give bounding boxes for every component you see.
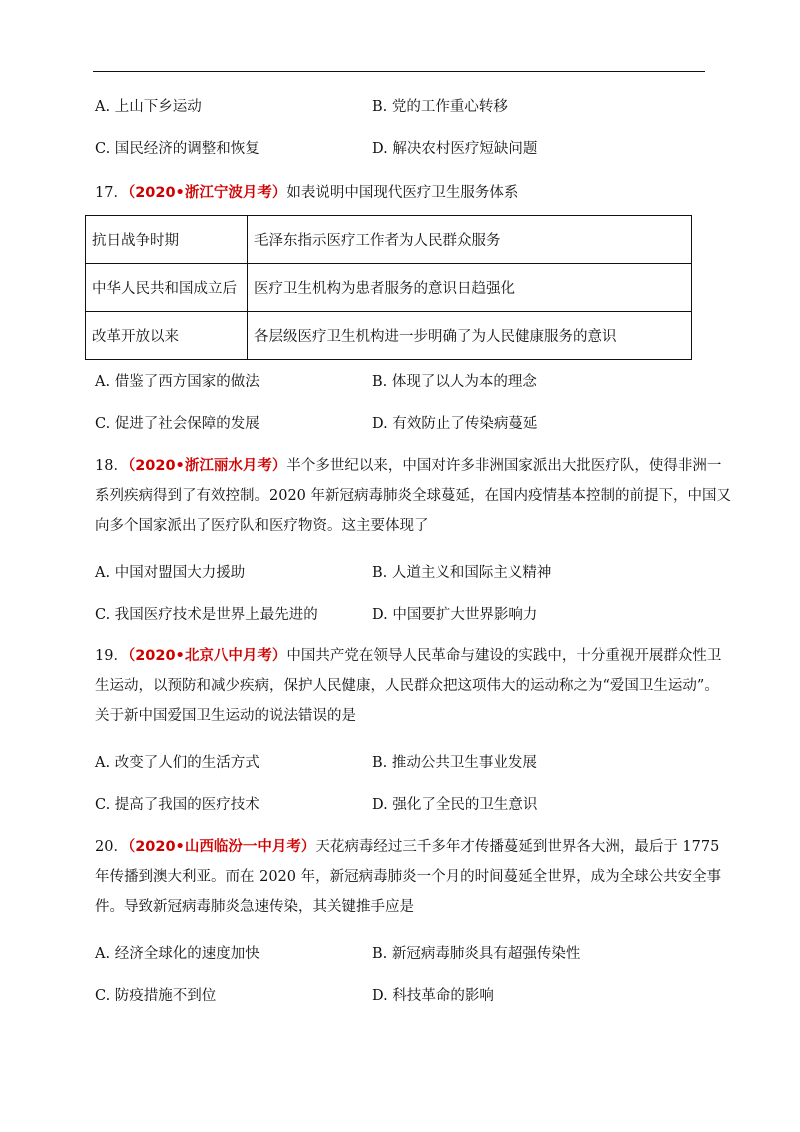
q17-option-d[interactable]: D. 有效防止了传染病蔓延 — [372, 416, 538, 432]
q20-number: 20． — [95, 839, 128, 855]
q18-stem — [95, 451, 732, 541]
q19-stem-line-1 — [95, 641, 722, 671]
table-cell-period: 改革开放以来 — [86, 312, 248, 360]
q17-stem — [95, 182, 705, 204]
q18-stem-line-2: 系列疾病得到了有效控制。2020 年新冠病毒肺炎全球蔓延，在国内疫情基本控制的前提下，中国又 — [95, 488, 732, 504]
table-row — [86, 264, 692, 312]
q19-options-row-2 — [95, 794, 705, 816]
q19-option-c[interactable]: C. 提高了我国的医疗技术 — [95, 797, 260, 813]
q18-option-a[interactable]: A. 中国对盟国大力援助 — [95, 565, 246, 581]
q18-option-c[interactable]: C. 我国医疗技术是世界上最先进的 — [95, 607, 318, 623]
table-cell-desc: 各层级医疗卫生机构进一步明确了为人民健康服务的意识 — [248, 312, 692, 360]
q16-options-row-1 — [95, 96, 705, 118]
q20-stem-line-3: 件。导致新冠病毒肺炎急速传染，其关键推手应是 — [95, 899, 414, 915]
q19-stem — [95, 641, 722, 731]
q16-option-a[interactable]: A. 上山下乡运动 — [95, 99, 202, 115]
table-row — [86, 312, 692, 360]
q18-option-b[interactable]: B. 人道主义和国际主义精神 — [372, 565, 552, 581]
q17-option-a[interactable]: A. 借鉴了西方国家的做法 — [95, 374, 260, 390]
q20-stem — [95, 832, 722, 922]
q19-number: 19． — [95, 648, 128, 664]
q20-source: （2020•山西临汾一中月考） — [127, 839, 316, 855]
q20-text-1: 天花病毒经过三千多年才传播蔓延到世界各大洲，最后于 1775 — [315, 839, 720, 855]
table-row — [86, 216, 692, 264]
q18-options-row-2 — [95, 604, 705, 626]
header-rule — [93, 71, 705, 72]
q16-option-c[interactable]: C. 国民经济的调整和恢复 — [95, 141, 260, 157]
q17-options-row-1 — [95, 371, 705, 393]
q19-source: （2020•北京八中月考） — [127, 648, 287, 664]
q18-stem-line-3: 向多个国家派出了医疗队和医疗物资。这主要体现了 — [95, 518, 429, 534]
q19-options-row-1 — [95, 752, 705, 774]
q20-option-a[interactable]: A. 经济全球化的速度加快 — [95, 946, 260, 962]
table-cell-desc: 医疗卫生机构为患者服务的意识日趋强化 — [248, 264, 692, 312]
q19-text-1: 中国共产党在领导人民革命与建设的实践中，十分重视开展群众性卫 — [286, 648, 722, 664]
q20-stem-line-1 — [95, 832, 720, 862]
q19-option-b[interactable]: B. 推动公共卫生事业发展 — [372, 755, 537, 771]
q20-option-d[interactable]: D. 科技革命的影响 — [372, 988, 494, 1004]
table-cell-period: 抗日战争时期 — [86, 216, 248, 264]
q17-options-row-2 — [95, 413, 705, 435]
q17-option-b[interactable]: B. 体现了以人为本的理念 — [372, 374, 537, 390]
q18-source: （2020•浙江丽水月考） — [127, 458, 287, 474]
q16-option-d[interactable]: D. 解决农村医疗短缺问题 — [372, 141, 538, 157]
q17-source: （2020•浙江宁波月考） — [127, 185, 287, 201]
q17-stem-text: 如表说明中国现代医疗卫生服务体系 — [286, 185, 519, 201]
q18-stem-line-1 — [95, 451, 722, 481]
q18-number: 18． — [95, 458, 128, 474]
table-cell-desc: 毛泽东指示医疗工作者为人民群众服务 — [248, 216, 692, 264]
q17-number: 17． — [95, 185, 128, 201]
q20-stem-line-2: 年传播到澳大利亚。而在 2020 年，新冠病毒肺炎一个月的时间蔓延全世界，成为全球公共安全事 — [95, 869, 722, 885]
q19-stem-line-2: 生运动，以预防和减少疾病，保护人民健康，人民群众把这项伟大的运动称之为“爱国卫生运动”。 — [95, 678, 719, 694]
q18-options-row-1 — [95, 562, 705, 584]
q19-option-d[interactable]: D. 强化了全民的卫生意识 — [372, 797, 538, 813]
q16-options-row-2 — [95, 138, 705, 160]
q18-option-d[interactable]: D. 中国要扩大世界影响力 — [372, 607, 538, 623]
q20-options-row-2 — [95, 985, 705, 1007]
q20-option-c[interactable]: C. 防疫措施不到位 — [95, 988, 217, 1004]
q19-option-a[interactable]: A. 改变了人们的生活方式 — [95, 755, 260, 771]
q16-option-b[interactable]: B. 党的工作重心转移 — [372, 99, 508, 115]
q19-stem-line-3: 关于新中国爱国卫生运动的说法错误的是 — [95, 708, 356, 724]
q17-option-c[interactable]: C. 促进了社会保障的发展 — [95, 416, 260, 432]
q20-option-b[interactable]: B. 新冠病毒肺炎具有超强传染性 — [372, 946, 581, 962]
q18-text-1: 半个多世纪以来，中国对许多非洲国家派出大批医疗队，使得非洲一 — [286, 458, 722, 474]
table-cell-period: 中华人民共和国成立后 — [86, 264, 248, 312]
q17-table — [85, 215, 692, 360]
q20-options-row-1 — [95, 943, 705, 965]
